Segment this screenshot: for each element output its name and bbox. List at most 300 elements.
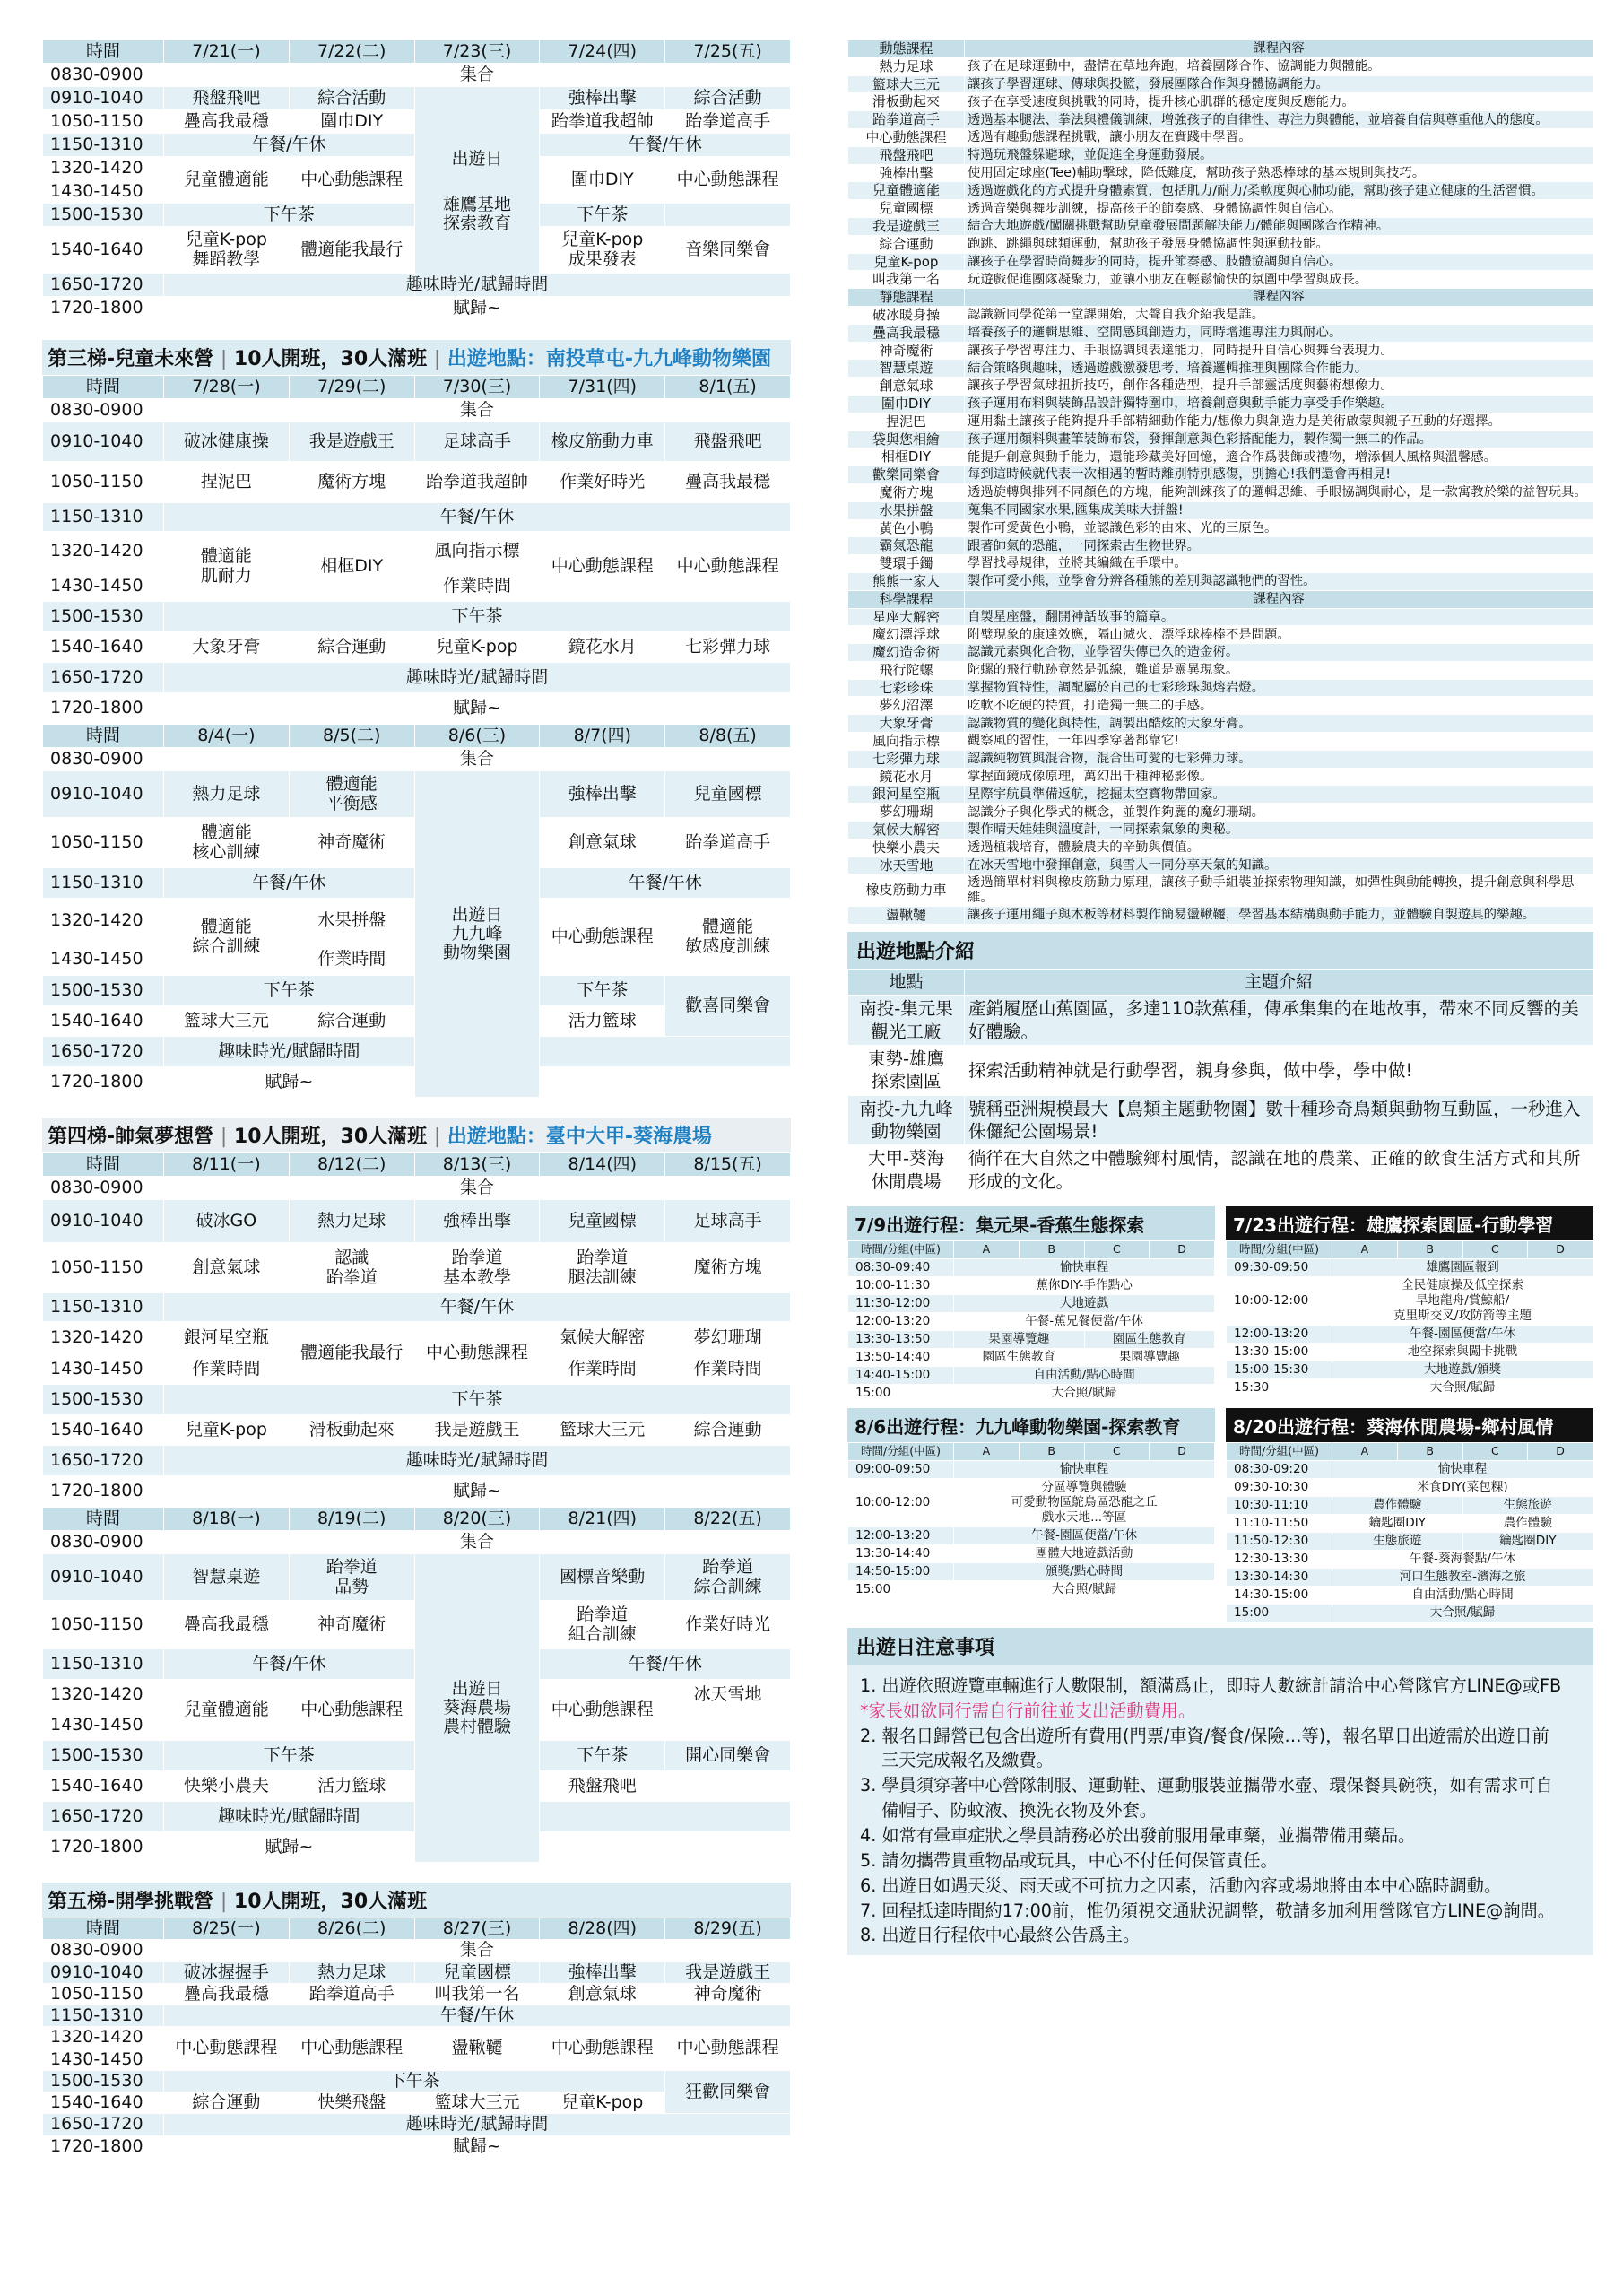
date-header: 7/21(一)	[164, 40, 290, 64]
location-description: 探索活動精神就是行動學習，親身參與，做中學，學中做!	[965, 1045, 1593, 1095]
itinerary-activity: 園區生態教育	[1084, 1330, 1215, 1348]
course-name: 魔術方塊	[848, 483, 965, 501]
time-slot: 1050-1150	[43, 462, 164, 503]
course-description: 認識元素與化合物，並學習失傳已久的造金術。	[965, 644, 1593, 662]
activity-cell: 疊高我最穩	[164, 1601, 290, 1649]
course-row	[848, 555, 1593, 573]
camp3-banner: 第三梯-兒童未來營 | 10人開班，30人滿班 | 出遊地點：南投草屯-九九峰動物樂園	[42, 338, 791, 375]
activity-cell: 風向指示標	[414, 532, 540, 571]
time-slot: 1500-1530	[43, 976, 164, 1006]
activity-cell: 體適能 敏感度訓練	[665, 899, 791, 976]
activity-cell: 跆拳道 品勢	[289, 1554, 414, 1601]
time-slot: 1150-1310	[43, 1649, 164, 1680]
location-description: 產銷履歷山蕉園區，多達110款蕉種，傳承集集的在地故事，帶來不同反響的美好體驗。	[965, 996, 1593, 1046]
fun-time-cell: 趣味時光/賦歸時間	[164, 1037, 415, 1067]
course-name: 圍巾DIY	[848, 395, 965, 413]
activity-cell: 中心動態課程	[289, 157, 414, 204]
fun-time-cell: 趣味時光/賦歸時間	[164, 1446, 791, 1476]
course-row	[848, 804, 1593, 822]
activity-cell: 破冰健康操	[164, 422, 290, 462]
course-description: 透過旋轉與排列不同顏色的方塊，能夠訓練孩子的邏輯思維、手眼協調與耐心，是一款寓教於樂的益智玩具。	[965, 483, 1593, 501]
time-slot: 0830-0900	[43, 1177, 164, 1200]
course-name: 飛行陀螺	[848, 661, 965, 679]
course-description: 認識分子與化學式的概念，並製作夠麗的魔幻珊瑚。	[965, 804, 1593, 822]
time-slot: 1150-1310	[43, 868, 164, 899]
itinerary-row	[848, 1330, 1215, 1348]
itinerary-col-header: C	[1084, 1240, 1150, 1258]
activity-cell: 神奇魔術	[289, 1601, 414, 1649]
course-row	[848, 715, 1593, 733]
date-header: 8/15(五)	[665, 1153, 791, 1177]
time-header: 時間	[43, 1918, 164, 1940]
course-name: 智慧桌遊	[848, 360, 965, 378]
fun-time-cell: 趣味時光/賦歸時間	[164, 274, 791, 297]
date-header: 7/29(二)	[289, 376, 414, 399]
itinerary-row	[848, 1460, 1215, 1478]
itinerary-time: 15:00	[848, 1384, 954, 1402]
course-description: 透過有趣動態課程挑戰，讓小朋友在實踐中學習。	[965, 128, 1593, 146]
home-cell: 賦歸~	[164, 1832, 415, 1863]
itinerary-time: 15:00	[1227, 1604, 1332, 1622]
itinerary-activity: 大合照/賦歸	[1332, 1378, 1593, 1396]
itinerary-time: 11:30-12:00	[848, 1294, 954, 1312]
lunch-cell: 午餐/午休	[540, 868, 791, 899]
home-cell: 賦歸~	[164, 1067, 415, 1098]
home-cell: 賦歸~	[164, 2135, 791, 2157]
note-item: 4. 如常有暈車症狀之學員請務必於出發前服用暈車藥，並攜帶備用藥品。	[860, 1825, 1416, 1846]
course-row	[848, 661, 1593, 679]
activity-cell: 神奇魔術	[665, 1983, 791, 2005]
course-description: 掌握面鏡成像原理，萬幻出千種神秘影像。	[965, 768, 1593, 786]
activity-cell: 兒童K-pop 舞蹈教學	[164, 227, 290, 274]
schedule-week-0825	[42, 1918, 791, 2158]
tea-cell: 下午茶	[164, 2070, 665, 2092]
activity-cell: 叫我第一名	[414, 1983, 540, 2005]
course-row	[848, 786, 1593, 804]
activity-cell: 中心動態課程	[665, 157, 791, 204]
course-row	[848, 483, 1593, 501]
activity-cell: 魔術方塊	[665, 1243, 791, 1293]
course-section-header	[848, 590, 1593, 608]
course-row	[848, 342, 1593, 360]
activity-cell: 體適能 核心訓練	[164, 818, 290, 868]
time-slot: 0830-0900	[43, 399, 164, 422]
activity-cell: 綜合活動	[665, 87, 791, 110]
course-description: 讓孩子學習運球、傳球與投籃，發展團隊合作與身體協調能力。	[965, 75, 1593, 93]
itinerary-time: 13:30-14:40	[848, 1544, 954, 1562]
activity-cell: 兒童K-pop 成果發表	[540, 227, 665, 274]
itinerary-time: 12:00-13:20	[848, 1312, 954, 1330]
schedule-week-0804	[42, 724, 791, 1098]
date-header: 8/12(二)	[289, 1153, 414, 1177]
course-row	[848, 93, 1593, 111]
itinerary-time: 09:30-09:50	[1227, 1258, 1332, 1276]
activity-cell: 七彩彈力球	[665, 632, 791, 663]
itinerary-activity: 雄鷹園區報到	[1332, 1258, 1593, 1276]
course-name: 神奇魔術	[848, 342, 965, 360]
time-slot: 1050-1150	[43, 818, 164, 868]
activity-cell: 活力籃球	[289, 1771, 414, 1802]
activity-cell: 開心同樂會	[665, 1741, 791, 1771]
location-name: 東勢-雄鷹 探索園區	[848, 1045, 965, 1095]
activity-cell: 體適能我最行	[289, 227, 414, 274]
section-content-header: 課程內容	[965, 289, 1593, 307]
activity-cell: 綜合運動	[289, 1006, 414, 1037]
itinerary-row	[1227, 1532, 1593, 1550]
activity-cell: 歡喜同樂會	[665, 976, 791, 1037]
time-slot: 0830-0900	[43, 748, 164, 771]
camp-name: 第五梯-開學挑戰營	[48, 1891, 214, 1913]
itinerary-col-header: D	[1150, 1240, 1215, 1258]
activity-cell: 跆拳道 組合訓練	[540, 1601, 665, 1649]
activity-cell: 強棒出擊	[414, 1200, 540, 1243]
course-row	[848, 906, 1593, 924]
time-slot: 1540-1640	[43, 227, 164, 274]
course-row	[848, 413, 1593, 430]
activity-cell: 我是遊戲王	[289, 422, 414, 462]
home-cell: 賦歸~	[164, 1476, 791, 1507]
lunch-cell: 午餐/午休	[540, 134, 791, 157]
activity-cell: 音樂同樂會	[665, 227, 791, 274]
date-header: 8/26(二)	[289, 1918, 414, 1940]
activity-cell: 創意氣球	[540, 1983, 665, 2005]
course-description: 吃軟不吃硬的特質，打造獨一無二的手感。	[965, 697, 1593, 715]
outing-day-cell: 出遊日 九九峰 動物樂園	[414, 771, 540, 1098]
itinerary-col-header: 時間/分組(中區)	[848, 1442, 954, 1460]
itinerary-col-header: B	[1019, 1240, 1084, 1258]
itinerary-activity: 自由活動/點心時間	[1332, 1586, 1593, 1604]
itinerary-col-header: B	[1019, 1442, 1084, 1460]
activity-cell: 強棒出擊	[540, 1961, 665, 1983]
activity-cell: 強棒出擊	[540, 87, 665, 110]
outing-day-cell: 出遊日 葵海農場 農村體驗	[414, 1554, 540, 1863]
itinerary-time: 11:10-11:50	[1227, 1514, 1332, 1532]
itinerary-time: 12:00-13:20	[848, 1526, 954, 1544]
time-slot: 1500-1530	[43, 1385, 164, 1415]
itinerary-time: 10:00-11:30	[848, 1276, 954, 1294]
itinerary-time: 13:50-14:40	[848, 1348, 954, 1366]
course-name: 風向指示標	[848, 733, 965, 751]
itinerary-activity: 生態旅遊	[1462, 1496, 1593, 1514]
activity-cell: 滑板動起來	[289, 1415, 414, 1446]
itinerary-col-header: 時間/分組(中區)	[848, 1240, 954, 1258]
itinerary-activity: 農作體驗	[1462, 1514, 1593, 1532]
itinerary-activity: 愉快車程	[1332, 1460, 1593, 1478]
activity-cell: 快樂小農夫	[164, 1771, 290, 1802]
time-slot: 1720-1800	[43, 297, 164, 320]
activity-cell: 飛盤飛吧	[164, 87, 290, 110]
assembly-cell: 集合	[164, 1940, 791, 1961]
course-description: 孩子運用布料與裝飾品設計獨特圍巾，培養創意與動手能力享受手作樂趣。	[965, 395, 1593, 413]
tea-cell: 下午茶	[540, 204, 665, 227]
course-row	[848, 733, 1593, 751]
course-name: 橡皮筋動力車	[848, 874, 965, 906]
itinerary-col-header: C	[1084, 1442, 1150, 1460]
activity-cell: 神奇魔術	[289, 818, 414, 868]
tea-cell: 下午茶	[540, 1741, 665, 1771]
note-item: 8. 出遊日行程依中心最終公告爲主。	[860, 1925, 1141, 1946]
course-name: 創意氣球	[848, 378, 965, 396]
activity-cell: 認識 跆拳道	[289, 1243, 414, 1293]
activity-cell: 銀河星空瓶	[164, 1322, 290, 1354]
activity-cell: 魔術方塊	[289, 462, 414, 503]
time-slot: 0910-1040	[43, 771, 164, 818]
activity-cell: 籃球大三元	[540, 1415, 665, 1446]
note-item: 6. 出遊日如遇天災、雨天或不可抗力之因素，活動內容或場地將由本中心臨時調動。	[860, 1874, 1502, 1896]
tea-cell: 下午茶	[164, 1741, 415, 1771]
activity-cell: 中心動態課程	[289, 1680, 414, 1741]
fun-time-cell: 趣味時光/賦歸時間	[164, 663, 791, 693]
activity-cell: 跆拳道我超帥	[414, 462, 540, 503]
itinerary-time: 09:30-10:30	[1227, 1478, 1332, 1496]
activity-cell: 中心動態課程	[164, 2027, 290, 2071]
itinerary-header	[1227, 1240, 1593, 1258]
time-slot: 1500-1530	[43, 602, 164, 632]
course-name: 叫我第一名	[848, 271, 965, 289]
activity-cell: 飛盤飛吧	[540, 1771, 665, 1802]
location-name: 南投-九九峰 動物樂園	[848, 1095, 965, 1145]
activity-cell: 捏泥巴	[164, 462, 290, 503]
course-name: 相框DIY	[848, 448, 965, 466]
course-row	[848, 626, 1593, 644]
itinerary-time: 13:30-15:00	[1227, 1343, 1332, 1361]
course-row	[848, 466, 1593, 484]
itinerary-activity: 大合照/賦歸	[1332, 1604, 1593, 1622]
time-slot: 1430-1450	[43, 571, 164, 602]
time-slot: 1320-1420	[43, 532, 164, 571]
itinerary-time: 10:00-12:00	[848, 1478, 954, 1526]
itinerary-row-1	[847, 1206, 1593, 1403]
time-slot: 0910-1040	[43, 1554, 164, 1601]
note-item: 2. 報名日歸營已包含出遊所有費用(門票/車資/餐食/保險…等)，報名單日出遊需於出遊日前	[860, 1725, 1549, 1746]
time-slot: 1650-1720	[43, 663, 164, 693]
course-row	[848, 253, 1593, 271]
activity-cell: 中心動態課程	[665, 532, 791, 602]
itinerary-row	[848, 1562, 1215, 1580]
course-description: 附璧現象的康達效應，隔山滅火、漂浮球棒棒不是問題。	[965, 626, 1593, 644]
location-name: 大甲-葵海 休閒農場	[848, 1145, 965, 1196]
itinerary-activity: 河口生態教室-濱海之旅	[1332, 1568, 1593, 1586]
time-slot: 1430-1450	[43, 2048, 164, 2070]
camp-name: 第四梯-帥氣夢想營	[48, 1126, 214, 1148]
camp5-banner: 第五梯-開學挑戰營 | 10人開班，30人滿班	[42, 1881, 791, 1918]
itinerary-time: 15:00-15:30	[1227, 1361, 1332, 1378]
itinerary-col-header: 時間/分組(中區)	[1227, 1442, 1332, 1460]
activity-cell: 圍巾DIY	[540, 157, 665, 204]
itinerary-row	[1227, 1325, 1593, 1343]
time-slot: 1050-1150	[43, 1601, 164, 1649]
activity-cell: 破冰GO	[164, 1200, 290, 1243]
assembly-cell: 集合	[164, 1531, 791, 1554]
section-content-header: 課程內容	[965, 590, 1593, 608]
activity-cell: 智慧桌遊	[164, 1554, 290, 1601]
course-name: 熱力足球	[848, 57, 965, 75]
course-row	[848, 768, 1593, 786]
itinerary-time: 14:30-15:00	[1227, 1586, 1332, 1604]
date-header: 8/4(一)	[164, 725, 290, 748]
activity-cell: 兒童體適能	[164, 1680, 290, 1741]
activity-cell: 大象牙膏	[164, 632, 290, 663]
itinerary-col-header: B	[1397, 1240, 1462, 1258]
itinerary-row	[1227, 1568, 1593, 1586]
itinerary-time: 13:30-14:30	[1227, 1568, 1332, 1586]
date-header: 8/28(四)	[540, 1918, 665, 1940]
itinerary-time: 14:40-15:00	[848, 1366, 954, 1384]
time-slot: 1650-1720	[43, 1446, 164, 1476]
itinerary-row	[848, 1384, 1215, 1402]
course-name: 夢幻沼澤	[848, 697, 965, 715]
course-name: 捏泥巴	[848, 413, 965, 430]
tea-cell: 下午茶	[164, 976, 415, 1006]
activity-cell: 疊高我最穩	[164, 110, 290, 134]
itinerary-table	[847, 1240, 1215, 1403]
itinerary-header	[848, 1240, 1215, 1258]
activity-cell: 跆拳道高手	[665, 110, 791, 134]
date-header: 8/20(三)	[414, 1508, 540, 1531]
activity-cell: 破冰握握手	[164, 1961, 290, 1983]
course-description: 能提升創意與動手能力，還能珍藏美好回憶，適合作爲裝飾或禮物，增添個人風格與溫馨感。	[965, 448, 1593, 466]
camp4-banner: 第四梯-帥氣夢想營 | 10人開班，30人滿班 | 出遊地點：臺中大甲-葵海農場	[42, 1116, 791, 1152]
itinerary-col-header: D	[1150, 1442, 1215, 1460]
itinerary-row	[848, 1544, 1215, 1562]
tea-cell: 下午茶	[164, 602, 791, 632]
course-row	[848, 146, 1593, 164]
activity-cell: 氣候大解密	[540, 1322, 665, 1354]
itinerary-activity: 頒獎/點心時間	[954, 1562, 1215, 1580]
schedule-week-0811	[42, 1152, 791, 1507]
activity-cell: 作業時間	[540, 1354, 665, 1385]
activity-cell: 活力籃球	[540, 1006, 665, 1037]
lunch-cell: 午餐/午休	[540, 1649, 791, 1680]
time-slot: 0910-1040	[43, 87, 164, 110]
itinerary-row	[848, 1366, 1215, 1384]
date-header: 8/8(五)	[665, 725, 791, 748]
activity-cell: 疊高我最穩	[164, 1983, 290, 2005]
itinerary-activity: 午餐-蕉兄餐便當/午休	[954, 1312, 1215, 1330]
course-row	[848, 679, 1593, 697]
course-description: 孩子在足球運動中，盡情在草地奔跑，培養團隊合作、協調能力與體能。	[965, 57, 1593, 75]
note-item: *家長如欲同行需自行前往並支出活動費用。	[860, 1700, 1196, 1721]
date-header: 8/29(五)	[665, 1918, 791, 1940]
time-slot: 1150-1310	[43, 1293, 164, 1322]
course-name: 魔幻漂浮球	[848, 626, 965, 644]
schedule-week-0818	[42, 1507, 791, 1863]
itinerary-activity: 愉快車程	[954, 1460, 1215, 1478]
tea-cell: 下午茶	[164, 204, 415, 227]
course-name: 破冰暖身操	[848, 306, 965, 324]
activity-cell: 籃球大三元	[414, 2092, 540, 2114]
activity-cell: 創意氣球	[164, 1243, 290, 1293]
course-row	[848, 874, 1593, 906]
course-description: 在冰天雪地中發揮創意，與雪人一同分享天氣的知識。	[965, 857, 1593, 874]
course-name: 黃色小鴨	[848, 519, 965, 537]
time-header: 時間	[43, 725, 164, 748]
tea-cell: 下午茶	[540, 976, 665, 1006]
course-description: 讓孩子在學習時尚舞步的同時，提升節奏感、肢體協調與自信心。	[965, 253, 1593, 271]
date-header: 8/22(五)	[665, 1508, 791, 1531]
time-slot: 1720-1800	[43, 1476, 164, 1507]
activity-cell: 兒童K-pop	[164, 1415, 290, 1446]
camp-quota: 10人開班，30人滿班	[233, 348, 428, 370]
time-slot: 1500-1530	[43, 1741, 164, 1771]
note-item: 7. 回程抵達時間約17:00前，惟仍須視交通狀況調整，敬請多加利用營隊官方LINE@詢問。	[860, 1900, 1555, 1921]
course-row	[848, 822, 1593, 839]
activity-cell: 體適能 平衡感	[289, 771, 414, 818]
activity-cell: 鏡花水月	[540, 632, 665, 663]
itinerary-activity-line: 可愛動物區鴕鳥區恐龍之丘	[1011, 1494, 1158, 1509]
itinerary-0709	[847, 1206, 1215, 1403]
time-slot: 0910-1040	[43, 422, 164, 462]
assembly-cell: 集合	[164, 1177, 791, 1200]
section-title: 動態課程	[848, 40, 965, 58]
course-row	[848, 448, 1593, 466]
home-cell: 賦歸~	[164, 693, 791, 724]
course-description: 學習找尋規律，並將其編織在手環中。	[965, 555, 1593, 573]
activity-cell: 中心動態課程	[540, 532, 665, 602]
course-row	[848, 182, 1593, 200]
activity-cell: 兒童國標	[665, 771, 791, 818]
itinerary-activity: 午餐-園區便當/午休	[1332, 1325, 1593, 1343]
notes-title: 出遊日注意事項	[847, 1628, 1593, 1665]
time-header: 時間	[43, 40, 164, 64]
activity-cell: 作業時間	[414, 571, 540, 602]
note-item: 備帽子、防蚊液、換洗衣物及外套。	[881, 1800, 1157, 1822]
outing-locations-table	[847, 969, 1593, 1196]
time-slot: 1650-1720	[43, 1037, 164, 1067]
time-slot: 0910-1040	[43, 1961, 164, 1983]
activity-cell: 籃球大三元	[164, 1006, 290, 1037]
course-description: 運用黏土讓孩子能夠提升手部精細動作能力/想像力與創造力是美術啟蒙與親子互動的好選擇。	[965, 413, 1593, 430]
location-name: 南投-集元果 觀光工廠	[848, 996, 965, 1046]
itinerary-activity: 大合照/賦歸	[954, 1580, 1215, 1598]
course-description: 玩遊戲促進團隊凝聚力，並讓小朋友在輕鬆愉快的氛圍中學習與成長。	[965, 271, 1593, 289]
course-row	[848, 200, 1593, 218]
course-name: 大象牙膏	[848, 715, 965, 733]
location-description: 徜徉在大自然之中體驗鄉村風情，認識在地的農業、正確的飲食生活方式和其所形成的文化。	[965, 1145, 1593, 1196]
course-row	[848, 519, 1593, 537]
activity-cell: 創意氣球	[540, 818, 665, 868]
course-name: 籃球大三元	[848, 75, 965, 93]
time-slot: 0830-0900	[43, 1940, 164, 1961]
time-slot: 1650-1720	[43, 1802, 164, 1832]
activity-cell: 作業時間	[289, 944, 414, 976]
itinerary-header	[848, 1442, 1215, 1460]
activity-cell: 快樂飛盤	[289, 2092, 414, 2114]
itinerary-activity: 自由活動/點心時間	[954, 1366, 1215, 1384]
itinerary-0723	[1226, 1206, 1593, 1403]
time-slot: 1720-1800	[43, 2135, 164, 2157]
date-header: 7/28(一)	[164, 376, 290, 399]
activity-cell: 盪鞦韆	[414, 2027, 540, 2071]
itinerary-time: 09:00-09:50	[848, 1460, 954, 1478]
activity-cell: 跆拳道我超帥	[540, 110, 665, 134]
itinerary-table	[1226, 1240, 1593, 1397]
itinerary-title: 8/20出遊行程：葵海休閒農場-鄉村風情	[1226, 1408, 1593, 1442]
right-column	[847, 39, 1593, 1955]
home-cell: 賦歸~	[164, 297, 791, 320]
itinerary-row	[1227, 1361, 1593, 1378]
itinerary-col-header: D	[1528, 1240, 1593, 1258]
course-name: 強棒出擊	[848, 164, 965, 182]
time-slot: 1720-1800	[43, 1067, 164, 1098]
time-header: 時間	[43, 1508, 164, 1531]
itinerary-col-header: B	[1397, 1442, 1462, 1460]
course-section-header	[848, 289, 1593, 307]
time-slot: 1720-1800	[43, 693, 164, 724]
itinerary-time: 08:30-09:20	[1227, 1460, 1332, 1478]
time-header: 時間	[43, 376, 164, 399]
itinerary-row	[1227, 1343, 1593, 1361]
